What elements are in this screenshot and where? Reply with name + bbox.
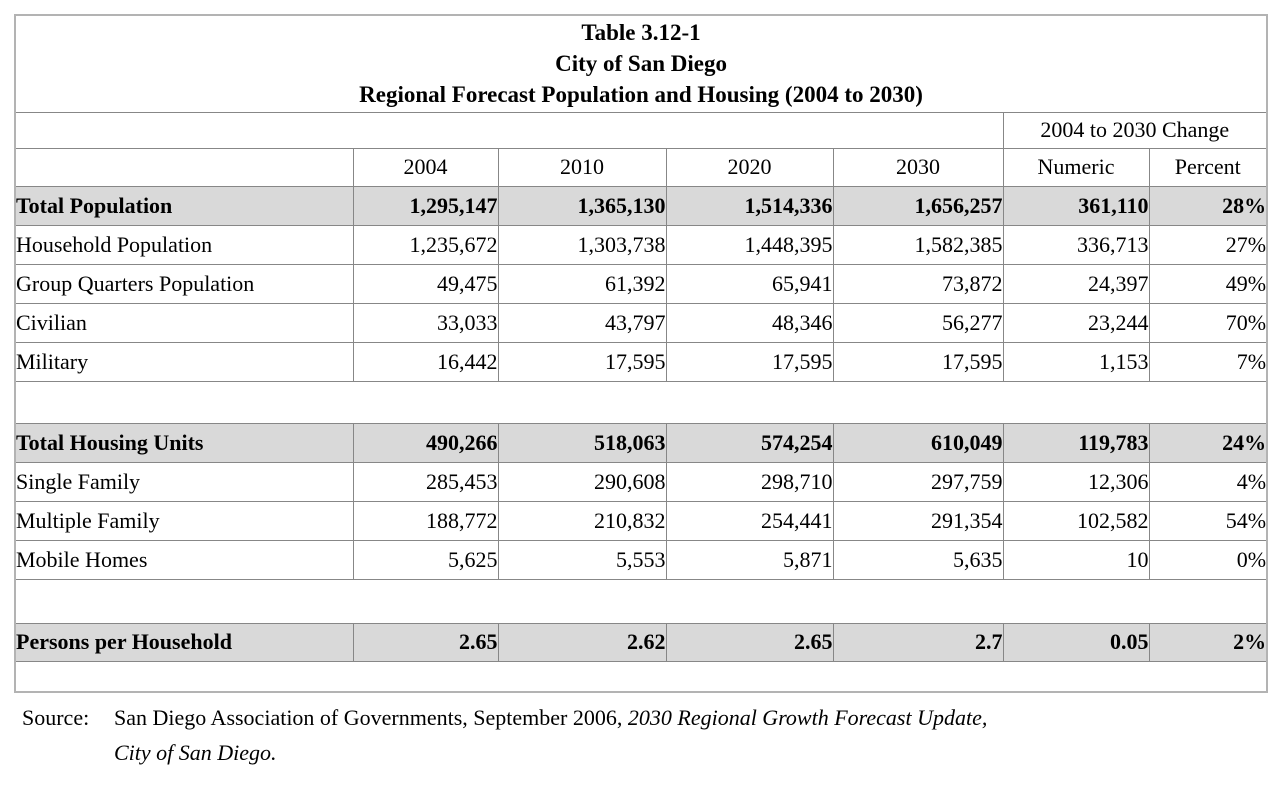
cell-value: 1,295,147 <box>353 186 498 225</box>
cell-value: 28% <box>1149 186 1267 225</box>
cell-value: 290,608 <box>498 462 666 501</box>
cell-value: 1,448,395 <box>666 225 833 264</box>
row-label: Civilian <box>15 303 353 342</box>
cell-value: 361,110 <box>1003 186 1149 225</box>
table-row-military <box>15 342 1267 381</box>
cell-value: 48,346 <box>666 303 833 342</box>
cell-value: 574,254 <box>666 423 833 462</box>
col-header-2010: 2010 <box>498 148 666 186</box>
cell-value: 210,832 <box>498 501 666 540</box>
column-header-row <box>15 148 1267 186</box>
table-title-row <box>15 15 1267 112</box>
cell-value: 16,442 <box>353 342 498 381</box>
cell-value: 10 <box>1003 540 1149 579</box>
cell-value: 1,514,336 <box>666 186 833 225</box>
cell-value: 188,772 <box>353 501 498 540</box>
cell-value: 254,441 <box>666 501 833 540</box>
row-label: Total Housing Units <box>15 423 353 462</box>
row-label: Mobile Homes <box>15 540 353 579</box>
row-label: Persons per Household <box>15 623 353 661</box>
table-title-cell <box>15 15 1267 112</box>
cell-value: 73,872 <box>833 264 1003 303</box>
cell-value: 1,656,257 <box>833 186 1003 225</box>
row-label: Multiple Family <box>15 501 353 540</box>
table-row-multiple-family <box>15 501 1267 540</box>
source-text-italic-line1: 2030 Regional Growth Forecast Update, <box>627 705 988 730</box>
table-row-single-family <box>15 462 1267 501</box>
cell-value: 0% <box>1149 540 1267 579</box>
cell-value: 1,365,130 <box>498 186 666 225</box>
col-header-numeric: Numeric <box>1003 148 1149 186</box>
cell-value: 4% <box>1149 462 1267 501</box>
cell-value: 2.62 <box>498 623 666 661</box>
cell-value: 285,453 <box>353 462 498 501</box>
col-header-2020: 2020 <box>666 148 833 186</box>
cell-value: 2.65 <box>353 623 498 661</box>
cell-value: 17,595 <box>666 342 833 381</box>
spacer-cell <box>15 381 1267 423</box>
cell-value: 1,153 <box>1003 342 1149 381</box>
cell-value: 5,553 <box>498 540 666 579</box>
row-label: Group Quarters Population <box>15 264 353 303</box>
change-header-cell: 2004 to 2030 Change <box>1003 112 1267 148</box>
change-header-row <box>15 112 1267 148</box>
cell-value: 2.65 <box>666 623 833 661</box>
cell-value: 0.05 <box>1003 623 1149 661</box>
cell-value: 7% <box>1149 342 1267 381</box>
cell-value: 65,941 <box>666 264 833 303</box>
cell-value: 1,235,672 <box>353 225 498 264</box>
cell-value: 298,710 <box>666 462 833 501</box>
cell-value: 490,266 <box>353 423 498 462</box>
source-text <box>114 700 1274 770</box>
row-label: Household Population <box>15 225 353 264</box>
row-label: Single Family <box>15 462 353 501</box>
cell-value: 2% <box>1149 623 1267 661</box>
table-row-mobile-homes <box>15 540 1267 579</box>
cell-value: 24,397 <box>1003 264 1149 303</box>
cell-value: 1,303,738 <box>498 225 666 264</box>
table-row-group-quarters-population <box>15 264 1267 303</box>
cell-value: 12,306 <box>1003 462 1149 501</box>
source-note <box>22 700 1274 770</box>
table-number: Table 3.12-1 <box>581 20 701 46</box>
table-row-total-housing-units <box>15 423 1267 462</box>
table-row-household-population <box>15 225 1267 264</box>
row-label: Military <box>15 342 353 381</box>
cell-value: 17,595 <box>833 342 1003 381</box>
spacer-row <box>15 661 1267 692</box>
spacer-row <box>15 381 1267 423</box>
cell-value: 1,582,385 <box>833 225 1003 264</box>
cell-value: 2.7 <box>833 623 1003 661</box>
source-label: Source: <box>22 705 90 730</box>
table-subtitle-topic: Regional Forecast Population and Housing (2004 to 2030) <box>359 82 923 108</box>
row-label: Total Population <box>15 186 353 225</box>
cell-value: 5,871 <box>666 540 833 579</box>
cell-value: 17,595 <box>498 342 666 381</box>
cell-value: 33,033 <box>353 303 498 342</box>
cell-value: 23,244 <box>1003 303 1149 342</box>
cell-value: 61,392 <box>498 264 666 303</box>
spacer-row <box>15 579 1267 623</box>
source-text-regular: San Diego Association of Governments, September 2006, <box>114 705 628 730</box>
change-header-empty-cell <box>15 112 1003 148</box>
cell-value: 119,783 <box>1003 423 1149 462</box>
cell-value: 49% <box>1149 264 1267 303</box>
source-text-italic-line2: City of San Diego. <box>114 740 277 765</box>
cell-value: 56,277 <box>833 303 1003 342</box>
cell-value: 297,759 <box>833 462 1003 501</box>
cell-value: 5,625 <box>353 540 498 579</box>
cell-value: 102,582 <box>1003 501 1149 540</box>
cell-value: 5,635 <box>833 540 1003 579</box>
cell-value: 27% <box>1149 225 1267 264</box>
spacer-cell <box>15 661 1267 692</box>
cell-value: 70% <box>1149 303 1267 342</box>
cell-value: 336,713 <box>1003 225 1149 264</box>
col-header-2004: 2004 <box>353 148 498 186</box>
table-subtitle-city: City of San Diego <box>555 51 727 77</box>
spacer-cell <box>15 579 1267 623</box>
cell-value: 291,354 <box>833 501 1003 540</box>
table-row-total-population <box>15 186 1267 225</box>
cell-value: 518,063 <box>498 423 666 462</box>
forecast-table <box>14 14 1268 693</box>
cell-value: 49,475 <box>353 264 498 303</box>
table-row-civilian <box>15 303 1267 342</box>
table-row-persons-per-household <box>15 623 1267 661</box>
cell-value: 54% <box>1149 501 1267 540</box>
col-header-2030: 2030 <box>833 148 1003 186</box>
cell-value: 24% <box>1149 423 1267 462</box>
cell-value: 43,797 <box>498 303 666 342</box>
cell-value: 610,049 <box>833 423 1003 462</box>
row-label-header-cell <box>15 148 353 186</box>
col-header-percent: Percent <box>1149 148 1267 186</box>
